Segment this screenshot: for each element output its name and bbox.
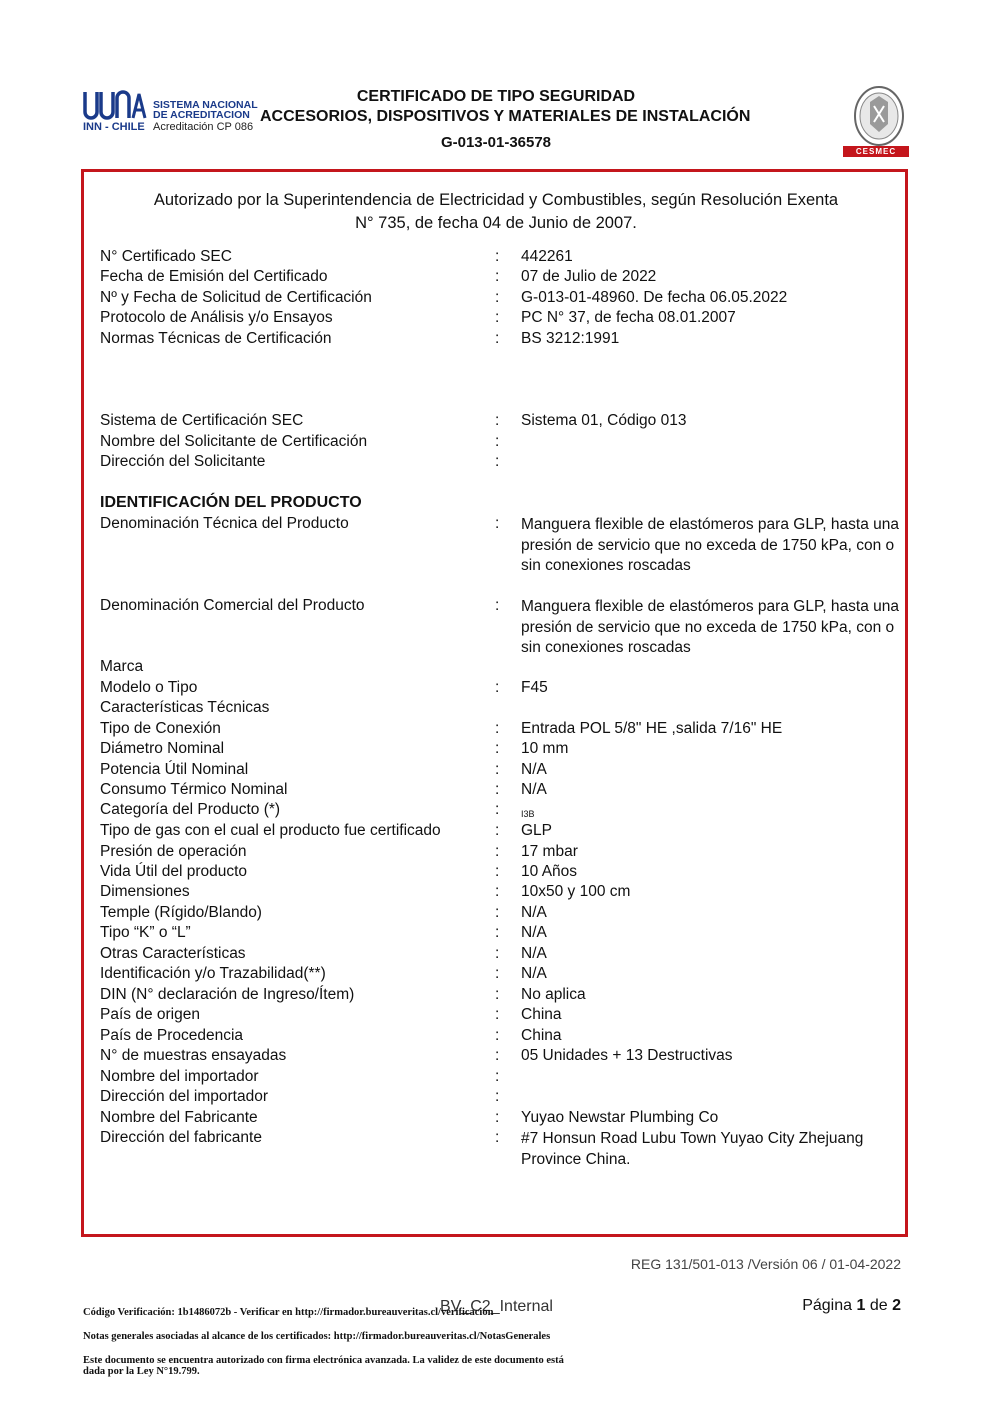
sna-name-line2: DE ACREDITACION bbox=[153, 109, 250, 121]
field-colon: : bbox=[495, 412, 500, 429]
product-colon: : bbox=[495, 1109, 500, 1126]
product-label: Tipo de gas con el cual el producto fue certificado bbox=[100, 822, 441, 839]
product-label: Dimensiones bbox=[100, 883, 190, 900]
sna-name-line1: SISTEMA NACIONAL bbox=[153, 99, 258, 111]
authorization-line2: N° 735, de fecha 04 de Junio de 2007. bbox=[355, 214, 637, 232]
product-label: Vida Útil del producto bbox=[100, 863, 248, 880]
product-value: Entrada POL 5/8" HE ,salida 7/16" HE bbox=[521, 720, 783, 737]
product-label: Otras Características bbox=[100, 945, 246, 962]
legal-notice-line2: dada por la Ley N°19.799. bbox=[83, 1366, 200, 1377]
product-value: No aplica bbox=[521, 986, 586, 1003]
product-colon: : bbox=[495, 924, 500, 941]
product-colon: : bbox=[495, 515, 500, 532]
field-label: Nº y Fecha de Solicitud de Certificación bbox=[100, 289, 372, 306]
product-label: Temple (Rígido/Blando) bbox=[100, 904, 262, 921]
product-value: 10 mm bbox=[521, 740, 569, 757]
classification-label: BV_C2_Internal bbox=[440, 1298, 553, 1315]
certificate-title: CERTIFICADO DE TIPO SEGURIDAD bbox=[356, 88, 636, 105]
product-value: 10x50 y 100 cm bbox=[521, 883, 631, 900]
product-label: Características Técnicas bbox=[100, 699, 270, 716]
product-colon: : bbox=[495, 801, 500, 818]
field-value: PC N° 37, de fecha 08.01.2007 bbox=[521, 309, 736, 326]
product-value: N/A bbox=[521, 945, 547, 962]
field-value: Sistema 01, Código 013 bbox=[521, 412, 687, 429]
product-value: N/A bbox=[521, 924, 547, 941]
product-value: 17 mbar bbox=[521, 843, 578, 860]
field-colon: : bbox=[495, 268, 500, 285]
product-colon: : bbox=[495, 843, 500, 860]
field-colon: : bbox=[495, 453, 500, 470]
field-value: BS 3212:1991 bbox=[521, 330, 620, 347]
product-colon: : bbox=[495, 1129, 500, 1146]
inn-chile-logo bbox=[83, 90, 263, 136]
product-value: GLP bbox=[521, 822, 553, 839]
product-colon: : bbox=[495, 740, 500, 757]
inn-chile-label: INN - CHILE bbox=[83, 121, 145, 133]
product-value: China bbox=[521, 1006, 562, 1023]
product-colon: : bbox=[495, 965, 500, 982]
product-label: Diámetro Nominal bbox=[100, 740, 225, 757]
field-colon: : bbox=[495, 309, 500, 326]
product-colon: : bbox=[495, 1068, 500, 1085]
product-label: Tipo “K” o “L” bbox=[100, 924, 191, 941]
product-label: Nombre del importador bbox=[100, 1068, 259, 1085]
product-value: N/A bbox=[521, 904, 547, 921]
product-colon: : bbox=[495, 761, 500, 778]
product-value: Manguera flexible de elastómeros para GLP, hasta una presión de servicio que no exceda de 1750 kPa, con o sin conexiones roscadas bbox=[521, 598, 899, 656]
page-total: 2 bbox=[892, 1297, 901, 1314]
page-indicator bbox=[780, 1297, 901, 1315]
product-colon: : bbox=[495, 863, 500, 880]
register-version: REG 131/501-013 /Versión 06 / 01-04-2022 bbox=[630, 1256, 901, 1272]
product-value: F45 bbox=[521, 679, 548, 696]
product-label: N° de muestras ensayadas bbox=[100, 1047, 287, 1064]
field-label: Sistema de Certificación SEC bbox=[100, 412, 304, 429]
product-value: N/A bbox=[521, 965, 547, 982]
product-label: Categoría del Producto (*) bbox=[100, 801, 281, 818]
product-colon: : bbox=[495, 1027, 500, 1044]
page-of: de bbox=[869, 1297, 888, 1314]
field-colon: : bbox=[495, 248, 500, 265]
product-label: Nombre del Fabricante bbox=[100, 1109, 258, 1126]
product-label: Marca bbox=[100, 658, 144, 675]
page-current: 1 bbox=[856, 1297, 866, 1314]
product-colon: : bbox=[495, 1006, 500, 1023]
product-value: 10 Años bbox=[521, 863, 578, 880]
field-label: Nombre del Solicitante de Certificación bbox=[100, 433, 368, 450]
product-value: 05 Unidades + 13 Destructivas bbox=[521, 1047, 733, 1064]
accreditation-label: Acreditación CP 086 bbox=[153, 121, 254, 133]
cesmec-label: CESMEC bbox=[843, 146, 909, 157]
product-label: Denominación Comercial del Producto bbox=[100, 597, 365, 614]
certificate-subtitle: ACCESORIOS, DISPOSITIVOS Y MATERIALES DE INSTALACIÓN bbox=[260, 108, 751, 125]
product-section-title: IDENTIFICACIÓN DEL PRODUCTO bbox=[100, 494, 362, 511]
product-value: Yuyao Newstar Plumbing Co bbox=[521, 1109, 719, 1126]
product-label: Potencia Útil Nominal bbox=[100, 761, 249, 778]
product-label: Modelo o Tipo bbox=[100, 679, 198, 696]
product-value: #7 Honsun Road Lubu Town Yuyao City Zhejuang Province China. bbox=[521, 1130, 864, 1168]
field-colon: : bbox=[495, 433, 500, 450]
product-colon: : bbox=[495, 781, 500, 798]
page-word: Página bbox=[802, 1297, 853, 1314]
product-value: N/A bbox=[521, 781, 547, 798]
field-value: 442261 bbox=[521, 248, 573, 265]
authorization-line1: Autorizado por la Superintendencia de Electricidad y Combustibles, según Resolución Exenta bbox=[153, 191, 839, 209]
product-colon: : bbox=[495, 1047, 500, 1064]
product-value: I3B bbox=[521, 809, 535, 819]
product-label: Dirección del fabricante bbox=[100, 1129, 262, 1146]
product-value: N/A bbox=[521, 761, 547, 778]
product-label: Dirección del importador bbox=[100, 1088, 268, 1105]
product-label: Identificación y/o Trazabilidad(**) bbox=[100, 965, 326, 982]
field-value: 07 de Julio de 2022 bbox=[521, 268, 657, 285]
product-value: Manguera flexible de elastómeros para GLP, hasta una presión de servicio que no exceda de 1750 kPa, con o sin conexiones roscadas bbox=[521, 516, 899, 574]
field-value: G-013-01-48960. De fecha 06.05.2022 bbox=[521, 289, 788, 306]
product-colon: : bbox=[495, 679, 500, 696]
field-label: Fecha de Emisión del Certificado bbox=[100, 268, 328, 285]
product-colon: : bbox=[495, 597, 500, 614]
field-label: Dirección del Solicitante bbox=[100, 453, 266, 470]
product-label: Consumo Térmico Nominal bbox=[100, 781, 288, 798]
field-label: Protocolo de Análisis y/o Ensayos bbox=[100, 309, 333, 326]
verification-code: Código Verificación: 1b1486072b - Verificar en http://firmador.bureauveritas.cl/verificacion bbox=[83, 1307, 494, 1318]
certificate-code: G-013-01-36578 bbox=[440, 134, 552, 151]
field-label: N° Certificado SEC bbox=[100, 248, 232, 265]
product-colon: : bbox=[495, 720, 500, 737]
general-notes: Notas generales asociadas al alcance de los certificados: http://firmador.bureauveritas.cl/NotasGenerales bbox=[83, 1331, 551, 1342]
product-colon: : bbox=[495, 945, 500, 962]
product-label: Tipo de Conexión bbox=[100, 720, 221, 737]
product-colon: : bbox=[495, 986, 500, 1003]
product-colon: : bbox=[495, 883, 500, 900]
field-label: Normas Técnicas de Certificación bbox=[100, 330, 332, 347]
field-colon: : bbox=[495, 289, 500, 306]
product-colon: : bbox=[495, 904, 500, 921]
product-colon: : bbox=[495, 822, 500, 839]
product-label: Denominación Técnica del Producto bbox=[100, 515, 349, 532]
product-label: País de origen bbox=[100, 1006, 200, 1023]
product-label: Presión de operación bbox=[100, 843, 247, 860]
field-colon: : bbox=[495, 330, 500, 347]
sna-logo-mark-icon bbox=[83, 90, 149, 120]
legal-notice-line1: Este documento se encuentra autorizado con firma electrónica avanzada. La validez de este documento está bbox=[83, 1355, 564, 1366]
product-colon: : bbox=[495, 1088, 500, 1105]
product-value: China bbox=[521, 1027, 562, 1044]
product-label: País de Procedencia bbox=[100, 1027, 244, 1044]
product-label: DIN (N° declaración de Ingreso/Ítem) bbox=[100, 986, 355, 1003]
